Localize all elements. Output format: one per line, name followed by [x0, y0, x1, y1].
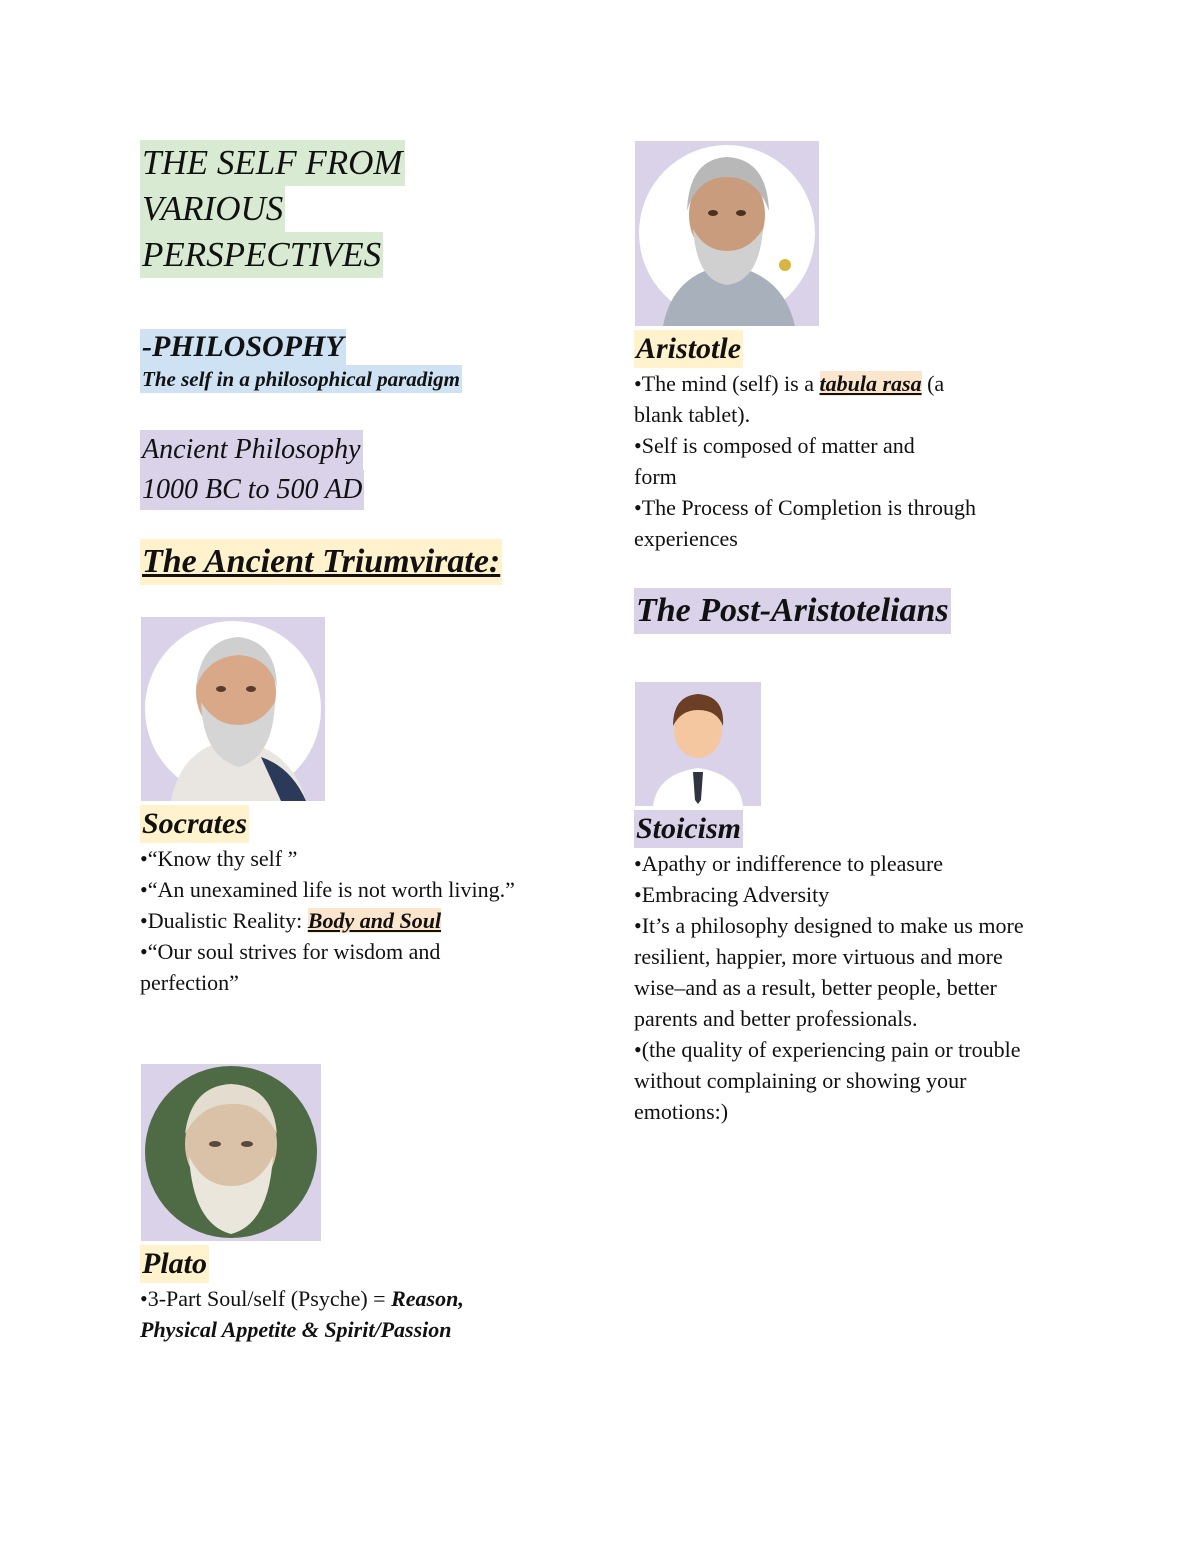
aristotle-bullet-2-line-2: form [634, 464, 677, 489]
stoicism-line: •It’s a philosophy designed to make us more [634, 913, 1024, 938]
post-aristotelians-heading-wrap [634, 588, 951, 634]
aristotle-bullet-1-post: (a [921, 371, 945, 396]
body-and-soul-emphasis: Body and Soul [307, 908, 442, 933]
aristotle-portrait [635, 141, 819, 326]
title-line-1: THE SELF FROM [140, 140, 405, 186]
tabula-rasa-emphasis: tabula rasa [819, 371, 922, 396]
plato-section [140, 1245, 464, 1345]
stoicism-name: Stoicism [634, 810, 743, 848]
socrates-section [140, 805, 515, 998]
socrates-bullet-4-line-1: •“Our soul strives for wisdom and [140, 939, 441, 964]
socrates-bullets [140, 843, 515, 998]
reason-emphasis: Reason, [391, 1286, 464, 1311]
philosophy-heading: -PHILOSOPHY [142, 330, 344, 363]
aristotle-bullet-3-line-2: experiences [634, 526, 738, 551]
plato-name: Plato [140, 1245, 209, 1283]
stoicism-line: •Embracing Adversity [634, 882, 830, 907]
stoicism-lines [634, 848, 1024, 1127]
aristotle-name: Aristotle [634, 330, 743, 368]
document-title [140, 140, 405, 278]
socrates-portrait [141, 617, 325, 801]
stoicism-line: emotions:) [634, 1099, 729, 1124]
stoicism-line: resilient, happier, more virtuous and more [634, 944, 1003, 969]
stoicism-line: without complaining or showing your [634, 1068, 967, 1093]
stoicism-portrait [635, 682, 761, 806]
aristotle-bullet-2-line-1: •Self is composed of matter and [634, 433, 915, 458]
socrates-bullet-2: •“An unexamined life is not worth living.” [140, 877, 515, 902]
aristotle-bullets [634, 368, 976, 554]
socrates-bullet-4-line-2: perfection” [140, 970, 239, 995]
era-block [140, 430, 364, 510]
aristotle-bullet-1-line-2: blank tablet). [634, 402, 751, 427]
plato-bullet-1-line-2: Physical Appetite & Spirit/Passion [140, 1317, 452, 1342]
plato-bullet-1-text: •3-Part Soul/self (Psyche) = [140, 1286, 392, 1311]
plato-bullets [140, 1283, 464, 1345]
philosophy-subtitle: The self in a philosophical paradigm [142, 367, 460, 391]
socrates-bullet-3-text: •Dualistic Reality: [140, 908, 308, 933]
plato-bullet-1-line-1 [140, 1283, 464, 1314]
socrates-name: Socrates [140, 805, 249, 843]
philosophy-section [140, 329, 462, 393]
post-aristotelians-heading: The Post-Aristotelians [634, 588, 951, 634]
title-line-3: PERSPECTIVES [140, 232, 383, 278]
stoicism-line: parents and better professionals. [634, 1006, 918, 1031]
stoicism-line: •Apathy or indifference to pleasure [634, 851, 944, 876]
triumvirate-heading: The Ancient Triumvirate: [140, 539, 502, 585]
era-name: Ancient Philosophy [140, 430, 363, 470]
aristotle-section [634, 330, 976, 554]
stoicism-section [634, 810, 1024, 1127]
socrates-bullet-1: •“Know thy self ” [140, 846, 298, 871]
stoicism-line: •(the quality of experiencing pain or trouble [634, 1037, 1021, 1062]
aristotle-bullet-3-line-1: •The Process of Completion is through [634, 495, 976, 520]
plato-portrait [141, 1064, 321, 1241]
title-line-2: VARIOUS [140, 186, 285, 232]
stoicism-line: wise–and as a result, better people, better [634, 975, 997, 1000]
socrates-bullet-3 [140, 905, 515, 936]
era-range: 1000 BC to 500 AD [140, 470, 364, 510]
triumvirate-heading-wrap [140, 539, 502, 585]
aristotle-bullet-1-line-1 [634, 368, 976, 399]
aristotle-bullet-1-text: •The mind (self) is a [634, 371, 820, 396]
